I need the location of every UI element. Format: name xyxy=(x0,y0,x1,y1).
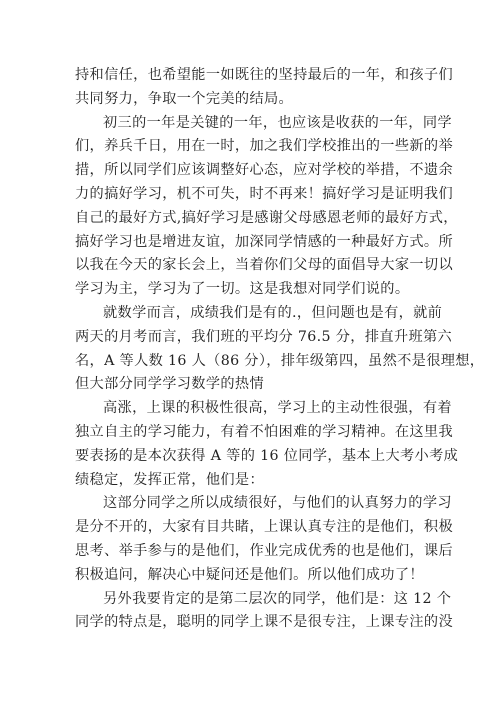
text-line: 自己的最好方式,搞好学习是感谢父母感恩老师的最好方式， xyxy=(75,209,458,226)
text-line: 积极追问，解决心中疑问还是他们。所以他们成功了！ xyxy=(75,566,424,583)
text-line: 共同努力，争取一个完美的结局。 xyxy=(75,90,294,107)
text-line: 名，A 等人数 16 人（86 分），排年级第四，虽然不是很理想， xyxy=(75,352,485,369)
paragraph-start-line: 这部分同学之所以成绩很好，与他们的认真努力的学习 xyxy=(103,495,452,512)
text-line: 力的搞好学习，机不可失，时不再来！搞好学习是证明我们 xyxy=(75,185,453,202)
paragraph-start-line: 初三的一年是关键的一年，也应该是收获的一年，同学 xyxy=(103,114,452,131)
text-line: 以我在今天的家长会上，当着你们父母的面倡导大家一切以 xyxy=(75,257,453,274)
text-line: 思考、举手参与的是他们，作业完成优秀的也是他们，课后 xyxy=(75,542,453,559)
text-line: 措，所以同学们应该调整好心态，应对学校的举措，不遗余 xyxy=(75,162,453,179)
text-line: 要表扬的是本次获得 A 等的 16 位同学，基本上大考小考成 xyxy=(75,447,459,464)
text-line: 绩稳定，发挥正常，他们是： xyxy=(75,471,264,488)
text-line: 是分不开的，大家有目共睹，上课认真专注的是他们，积极 xyxy=(75,519,453,536)
text-line: 但大部分同学学习数学的热情 xyxy=(75,376,264,393)
document-body xyxy=(75,64,485,635)
text-line: 学习为主，学习为了一切。这是我想对同学们说的。 xyxy=(75,281,410,298)
text-line: 同学的特点是，聪明的同学上课不是很专注，上课专注的没 xyxy=(75,614,453,631)
text-line: 两天的月考而言，我们班的平均分 76.5 分，排直升班第六 xyxy=(75,328,453,345)
text-line: 搞好学习也是增进友谊，加深同学情感的一种最好方式。所 xyxy=(75,233,453,250)
paragraph-start-line: 另外我要肯定的是第二层次的同学，他们是：这 12 个 xyxy=(103,590,452,607)
paragraph-start-line: 高涨，上课的积极性很高，学习上的主动性很强，有着 xyxy=(103,400,452,417)
text-line: 持和信任，也希望能一如既往的坚持最后的一年，和孩子们 xyxy=(75,67,453,83)
text-line: 们，养兵千日，用在一时，加之我们学校推出的一些新的举 xyxy=(75,138,453,155)
text-line: 独立自主的学习能力，有着不怕困难的学习精神。在这里我 xyxy=(75,423,453,440)
paragraph-start-line: 就数学而言，成绩我们是有的.，但问题也是有，就前 xyxy=(103,304,443,321)
